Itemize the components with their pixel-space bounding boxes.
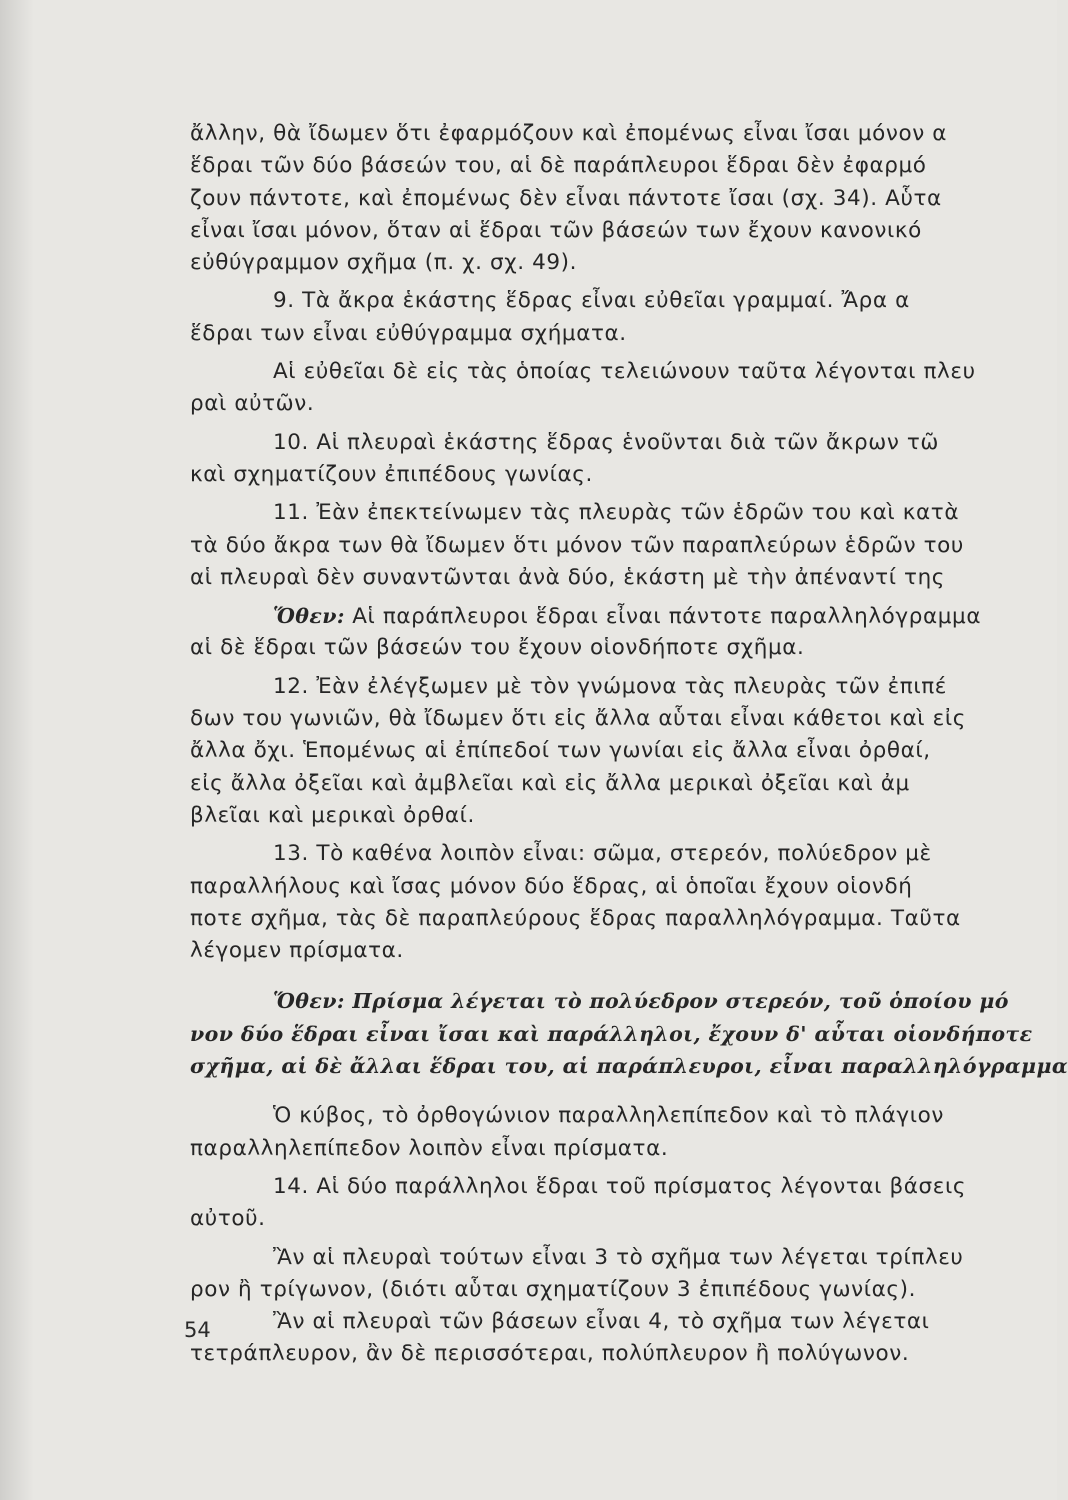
text-line: τετράπλευρον, ἂν δὲ περισσότεραι, πολύπλευρον ἢ πολύγωνον. (190, 1341, 910, 1367)
text-line: αἱ δὲ ἕδραι τῶν βάσεών του ἔχουν οἱονδήποτε σχῆμα. (190, 635, 805, 661)
text-line: ραὶ αὐτῶν. (190, 391, 315, 417)
text-line: ρον ἢ τρίγωνον, (διότι αὗται σχηματίζουν 3 ἐπιπέδους γωνίας). (190, 1276, 917, 1302)
text-line: αὐτοῦ. (190, 1206, 266, 1232)
othen-label-2: Ὅθεν: (273, 989, 345, 1014)
text-line: παραλληλεπίπεδον λοιπὸν εἶναι πρίσματα. (190, 1135, 669, 1161)
page-number: 54 (184, 1318, 211, 1342)
text-line: Ἂν αἱ πλευραὶ τῶν βάσεων εἶναι 4, τὸ σχῆμα των λέγεται (273, 1309, 930, 1335)
othen-label: Ὅθεν: (273, 604, 345, 629)
text-line: ποτε σχῆμα, τὰς δὲ παραπλεύρους ἕδρας παραλληλόγραμμα. Ταῦτα (190, 905, 961, 931)
paragraph-11-line: 11. Ἐὰν ἐπεκτείνωμεν τὰς πλευρὰς τῶν ἑδρῶν του καὶ κατὰ (273, 500, 960, 526)
text-line: ἄλλην, θὰ ἴδωμεν ὅτι ἐφαρμόζουν καὶ ἐπομένως εἶναι ἴσαι μόνον α (190, 121, 948, 146)
paragraph-10-line: 10. Αἱ πλευραὶ ἑκάστης ἕδρας ἑνοῦνται διὰ τῶν ἄκρων τῶ (273, 429, 940, 455)
text-line: παραλλήλους καὶ ἴσας μόνον δύο ἕδρας, αἱ ὁποῖαι ἔχουν οἱονδή (190, 873, 913, 899)
text-line: εὐθύγραμμον σχῆμα (π. χ. σχ. 49). (190, 250, 578, 276)
definition-text: Πρίσμα λέγεται τὸ πολύεδρον στερεόν, τοῦ ὁποίου μό (352, 989, 1009, 1014)
paragraph-13-line: 13. Τὸ καθένα λοιπὸν εἶναι: σῶμα, στερεόν, πολύεδρον μὲ (273, 841, 932, 867)
definition-line: νον δύο ἕδραι εἶναι ἴσαι καὶ παράλληλοι, ἔχουν δ' αὗται οἱονδήποτε (190, 1021, 1033, 1046)
text-line: καὶ σχηματίζουν ἐπιπέδους γωνίας. (190, 461, 593, 487)
binding-shadow (0, 0, 34, 1500)
definition-line (190, 985, 1057, 1017)
conclusion-line (190, 600, 1057, 632)
text-line: Ὁ κύβος, τὸ ὀρθογώνιον παραλληλεπίπεδον καὶ τὸ πλάγιον (273, 1103, 944, 1129)
text-line: Ἂν αἱ πλευραὶ τούτων εἶναι 3 τὸ σχῆμα των λέγεται τρίπλευ (273, 1244, 964, 1270)
paragraph-12-line: 12. Ἐὰν ἐλέγξωμεν μὲ τὸν γνώμονα τὰς πλευρὰς τῶν ἐπιπέ (273, 673, 947, 699)
text-line: ἕδραι των εἶναι εὐθύγραμμα σχήματα. (190, 320, 627, 346)
paragraph-9-line: 9. Τὰ ἄκρα ἑκάστης ἕδρας εἶναι εὐθεῖαι γραμμαί. Ἄρα α (273, 288, 910, 314)
text-line: εἰς ἄλλα ὀξεῖαι καὶ ἀμβλεῖαι καὶ εἰς ἄλλα μερικαὶ ὀξεῖαι καὶ ἀμ (190, 770, 910, 796)
definition-line: σχῆμα, αἱ δὲ ἄλλαι ἕδραι του, αἱ παράπλευροι, εἶναι παραλληλόγραμμα (190, 1054, 1068, 1079)
text-line: τὰ δύο ἄκρα των θὰ ἴδωμεν ὅτι μόνον τῶν παραπλεύρων ἑδρῶν του (190, 532, 964, 558)
text-line: ἕδραι τῶν δύο βάσεών του, αἱ δὲ παράπλευροι ἕδραι δὲν ἐφαρμό (190, 153, 927, 179)
text-line: ζουν πάντοτε, καὶ ἐπομένως δὲν εἶναι πάντοτε ἴσαι (σχ. 34). Αὗτα (190, 185, 942, 211)
text-line: βλεῖαι καὶ μερικαὶ ὀρθαί. (190, 802, 475, 828)
text-line: εἶναι ἴσαι μόνον, ὅταν αἱ ἕδραι τῶν βάσεών των ἔχουν κανονικό (190, 217, 922, 243)
paragraph-14-line: 14. Αἱ δύο παράλληλοι ἕδραι τοῦ πρίσματος λέγονται βάσεις (273, 1173, 967, 1199)
text-line: Αἱ εὐθεῖαι δὲ εἰς τὰς ὁποίας τελειώνουν ταῦτα λέγονται πλευ (273, 359, 976, 385)
text-line: δων του γωνιῶν, θὰ ἴδωμεν ὅτι εἰς ἄλλα αὗται εἶναι κάθετοι καὶ εἰς (190, 706, 966, 732)
text-line: αἱ πλευραὶ δὲν συναντῶνται ἀνὰ δύο, ἑκάστη μὲ τὴν ἀπέναντί της (190, 564, 946, 590)
text-line: ἄλλα ὄχι. Ἑπομένως αἱ ἐπίπεδοί των γωνίαι εἰς ἄλλα εἶναι ὀρθαί, (190, 738, 931, 764)
conclusion-text: Αἱ παράπλευροι ἕδραι εἶναι πάντοτε παραλληλόγραμμα (352, 604, 982, 630)
text-line: λέγομεν πρίσματα. (190, 938, 404, 964)
